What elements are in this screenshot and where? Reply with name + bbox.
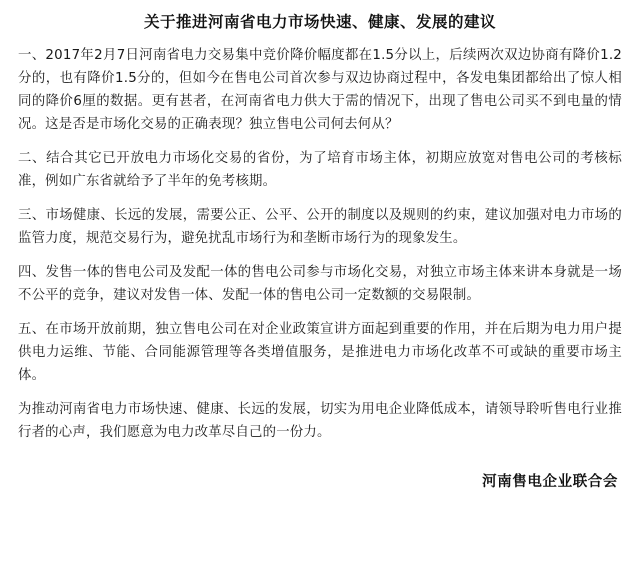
paragraph-5: 五、在市场开放前期，独立售电公司在对企业政策宣讲方面起到重要的作用，并在后期为电力用户提供电力运维、节能、合同能源管理等各类增值服务，是推进电力市场化改革不可或缺的重要市场主体。 xyxy=(18,322,622,384)
paragraph-closing: 为推动河南省电力市场快速、健康、长远的发展，切实为用电企业降低成本，请领导聆听售电行业推行者的心声，我们愿意为电力改革尽自己的一份力。 xyxy=(18,402,622,441)
paragraph-3: 三、市场健康、长远的发展，需要公正、公平、公开的制度以及规则的约束，建议加强对电力市场的监管力度，规范交易行为，避免扰乱市场行为和垄断市场行为的现象发生。 xyxy=(18,207,622,247)
signature-organization: 河南售电企业联合会 xyxy=(482,474,618,491)
paragraph-2: 二、结合其它已开放电力市场化交易的省份，为了培育市场主体，初期应放宽对售电公司的考核标准，例如广东省就给予了半年的免考核期。 xyxy=(18,150,622,189)
paragraph-4: 四、发售一体的售电公司及发配一体的售电公司参与市场化交易，对独立市场主体来讲本身就是一场不公平的竞争，建议对发售一体、发配一体的售电公司一定数额的交易限制。 xyxy=(18,265,622,304)
paragraph-1: 一、2017年2月7日河南省电力交易集中竞价降价幅度都在1.5分以上，后续两次双边协商有降价1.2分的，也有降价1.5分的，但如今在售电公司首次参与双边协商过程中，各发电集团都给出了惊人相同的降价6厘的数据。更有甚者，在河南省电力供大于需的情况下，出现了售电公司买不到电量的情况。这是否是市场化交易的正确表现？独立售电公司何去何从？ xyxy=(18,47,622,132)
page-title: 关于推进河南省电力市场快速、健康、发展的建议 xyxy=(143,13,496,31)
